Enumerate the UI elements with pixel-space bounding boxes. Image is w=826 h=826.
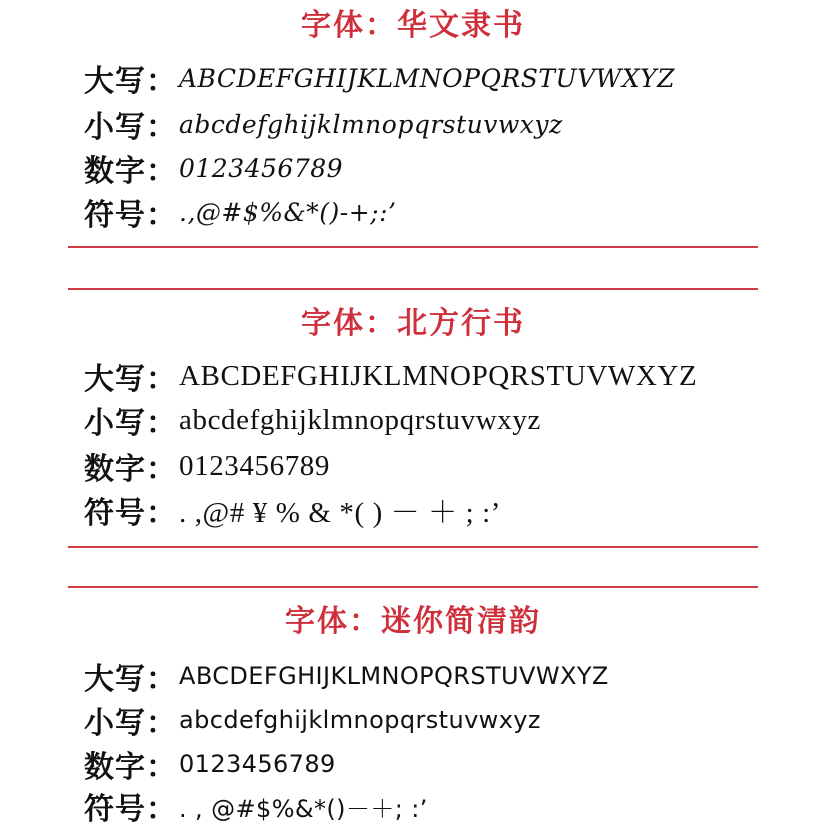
row-value: ABCDEFGHIJKLMNOPQRSTUVWXYZ xyxy=(179,63,676,93)
row-label: 大写： xyxy=(84,662,177,697)
row-value: 0123456789 xyxy=(179,449,330,482)
row-label: 符号： xyxy=(84,496,177,531)
row-label: 大写： xyxy=(84,362,177,397)
row-value: .,@#$%&*()-+;:’ xyxy=(179,197,397,227)
row-value: abcdefghijklmnopqrstuvwxyz xyxy=(179,403,541,436)
section-divider xyxy=(68,586,758,588)
row-value: . ,@# ¥ % & *( ) － ＋ ; :’ xyxy=(179,496,502,529)
row-value: 0123456789 xyxy=(179,153,344,183)
row-label: 数字： xyxy=(84,750,177,785)
row-label: 小写： xyxy=(84,706,177,741)
row-label: 大写： xyxy=(84,64,177,99)
lowercase-row xyxy=(84,400,541,440)
row-value: ABCDEFGHIJKLMNOPQRSTUVWXYZ xyxy=(179,359,698,392)
uppercase-row xyxy=(84,656,609,696)
row-value: ABCDEFGHIJKLMNOPQRSTUVWXYZ xyxy=(179,662,609,690)
uppercase-row xyxy=(84,356,697,396)
row-label: 符号： xyxy=(84,198,177,233)
row-label: 数字： xyxy=(84,452,177,487)
row-value: . , @#$%&*()－＋; :’ xyxy=(179,794,428,823)
lowercase-row xyxy=(84,104,563,144)
lowercase-row xyxy=(84,700,541,740)
section-divider xyxy=(68,546,758,548)
symbols-row xyxy=(84,490,501,530)
section-title: 字体：华文隶书 xyxy=(301,8,525,43)
digits-row xyxy=(84,148,343,188)
section-title: 字体：北方行书 xyxy=(301,306,525,341)
symbols-row xyxy=(84,786,428,826)
digits-row xyxy=(84,446,330,486)
section-divider xyxy=(68,288,758,290)
section-title: 字体：迷你简清韵 xyxy=(285,604,541,639)
row-label: 小写： xyxy=(84,110,177,145)
section-divider xyxy=(68,246,758,248)
row-value: abcdefghijklmnopqrstuvwxyz xyxy=(179,706,541,734)
row-label: 数字： xyxy=(84,154,177,189)
symbols-row xyxy=(84,192,396,232)
row-label: 符号： xyxy=(84,792,177,826)
row-value: abcdefghijklmnopqrstuvwxyz xyxy=(179,109,563,139)
uppercase-row xyxy=(84,58,675,98)
row-label: 小写： xyxy=(84,406,177,441)
row-value: 0123456789 xyxy=(179,750,336,778)
digits-row xyxy=(84,744,336,784)
